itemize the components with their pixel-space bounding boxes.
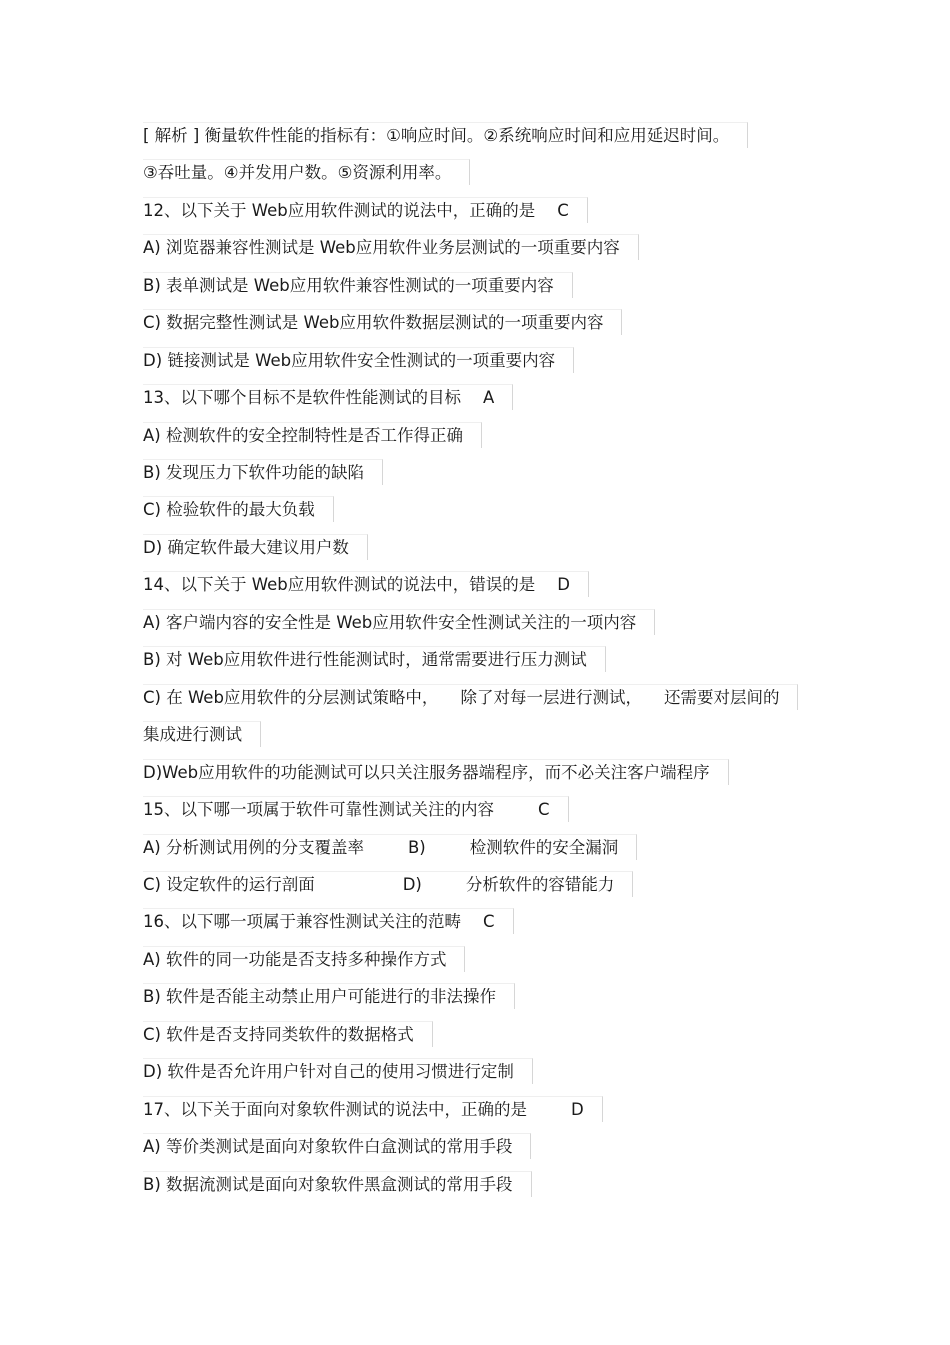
option-text: 数据完整性测试是 <box>166 313 304 332</box>
analysis-text: [ 解析 ] 衡量软件性能的指标有：①响应时间。②系统响应时间和应用延迟时间。 <box>143 126 730 145</box>
q17-option-b <box>143 1171 532 1197</box>
option-label: A) <box>143 613 161 632</box>
option-text: 客户端内容的安全性是 <box>165 613 337 632</box>
answer-letter: C <box>557 201 569 220</box>
question-15 <box>143 796 569 822</box>
option-label: C) <box>143 875 161 894</box>
option-text: 除了对每一层进行测试， <box>460 688 642 707</box>
option-text: 分析软件的容错能力 <box>465 875 615 894</box>
question-text: Web应用软件测试的说法中，错误的是 <box>251 575 536 594</box>
option-label: D) <box>143 1062 163 1081</box>
option-text: 浏览器兼容性测试是 <box>165 238 320 257</box>
question-text: 15、以下哪一项属于软件可靠性测试关注的内容 <box>143 800 494 819</box>
option-label: B) <box>143 276 161 295</box>
option-label: D) <box>143 538 163 557</box>
answer-letter: D <box>557 575 570 594</box>
q15-options-cd <box>143 871 633 897</box>
option-text: Web应用软件数据层测试的一项重要内容 <box>303 313 604 332</box>
q12-option-c <box>143 309 622 335</box>
option-text: 软件是否支持同类软件的数据格式 <box>166 1025 414 1044</box>
option-label: D) <box>143 351 163 370</box>
q14-option-d <box>143 759 729 785</box>
question-text: 13、以下哪个目标不是软件性能测试的目标 <box>143 388 461 407</box>
option-text: 检测软件的安全控制特性是否工作得正确 <box>165 426 463 445</box>
option-text: 表单测试是 <box>166 276 254 295</box>
option-label: A) <box>143 950 161 969</box>
q14-option-a <box>143 609 655 635</box>
option-label: C) <box>143 500 161 519</box>
question-text: 16、以下哪一项属于兼容性测试关注的范畴 <box>143 912 461 931</box>
option-label: B) <box>143 1175 161 1194</box>
q16-option-d <box>143 1058 533 1084</box>
option-label: B) <box>143 987 161 1006</box>
option-text: Web应用软件安全性测试关注的一项内容 <box>336 613 637 632</box>
q15-options-ab <box>143 834 637 860</box>
option-text: Web应用软件业务层测试的一项重要内容 <box>319 238 620 257</box>
option-text: 确定软件最大建议用户数 <box>167 538 349 557</box>
q17-option-a <box>143 1133 531 1159</box>
option-text: 数据流测试是面向对象软件黑盒测试的常用手段 <box>166 1175 513 1194</box>
option-label: C) <box>143 313 161 332</box>
question-text: 14、以下关于 <box>143 575 252 594</box>
option-text: 对 Web应用软件进行性能测试时，通常需要进行压力测试 <box>166 650 587 669</box>
option-label: C) <box>143 1025 161 1044</box>
option-text: 集成进行测试 <box>143 725 242 744</box>
option-text: D)Web应用软件的功能测试可以只关注服务器端程序，而不必关注客户端程序 <box>143 763 710 782</box>
q16-option-c <box>143 1021 433 1047</box>
option-text: 分析测试用例的分支覆盖率 <box>165 838 364 857</box>
option-text: 发现压力下软件功能的缺陷 <box>166 463 365 482</box>
question-13 <box>143 384 513 410</box>
option-text: 软件是否允许用户针对自己的使用习惯进行定制 <box>167 1062 514 1081</box>
option-text: 还需要对层间的 <box>663 688 780 707</box>
option-text: 检验软件的最大负载 <box>166 500 315 519</box>
answer-letter: A <box>483 388 495 407</box>
answer-letter: C <box>483 912 495 931</box>
q12-option-d <box>143 347 574 373</box>
option-text: 在 Web应用软件的分层测试策略中， <box>166 688 439 707</box>
option-label: C) <box>143 688 161 707</box>
option-label: A) <box>143 1137 161 1156</box>
q14-option-c <box>143 684 798 710</box>
option-label: B) <box>143 650 161 669</box>
question-text: Web应用软件测试的说法中，正确的是 <box>251 201 536 220</box>
question-text: 12、以下关于 <box>143 201 252 220</box>
analysis-text: ③吞吐量。④并发用户数。⑤资源利用率。 <box>143 163 452 182</box>
option-text: 软件的同一功能是否支持多种操作方式 <box>165 950 447 969</box>
q13-option-a <box>143 422 482 448</box>
option-label: B) <box>407 838 426 857</box>
q16-option-b <box>143 983 515 1009</box>
question-16 <box>143 908 514 934</box>
analysis-line-1 <box>143 122 748 148</box>
question-12 <box>143 197 588 223</box>
option-text: 设定软件的运行剖面 <box>166 875 315 894</box>
q13-option-c <box>143 496 334 522</box>
option-text: 软件是否能主动禁止用户可能进行的非法操作 <box>166 987 497 1006</box>
q14-option-c-continued <box>143 721 261 747</box>
q12-option-a <box>143 234 639 260</box>
option-label: A) <box>143 838 161 857</box>
question-14 <box>143 571 589 597</box>
q13-option-b <box>143 459 383 485</box>
option-text: 链接测试是 <box>167 351 256 370</box>
option-text: 检测软件的安全漏洞 <box>469 838 619 857</box>
option-label: A) <box>143 426 161 445</box>
option-label: A) <box>143 238 161 257</box>
q16-option-a <box>143 946 465 972</box>
q12-option-b <box>143 272 573 298</box>
answer-letter: C <box>538 800 550 819</box>
option-text: Web应用软件兼容性测试的一项重要内容 <box>253 276 554 295</box>
question-17 <box>143 1096 603 1122</box>
answer-letter: D <box>571 1100 584 1119</box>
q13-option-d <box>143 534 368 560</box>
question-text: 17、以下关于面向对象软件测试的说法中，正确的是 <box>143 1100 527 1119</box>
q14-option-b <box>143 646 606 672</box>
option-text: 等价类测试是面向对象软件白盒测试的常用手段 <box>165 1137 513 1156</box>
analysis-line-2 <box>143 159 470 185</box>
option-label: B) <box>143 463 161 482</box>
option-text: Web应用软件安全性测试的一项重要内容 <box>255 351 556 370</box>
option-label: D) <box>402 875 422 894</box>
